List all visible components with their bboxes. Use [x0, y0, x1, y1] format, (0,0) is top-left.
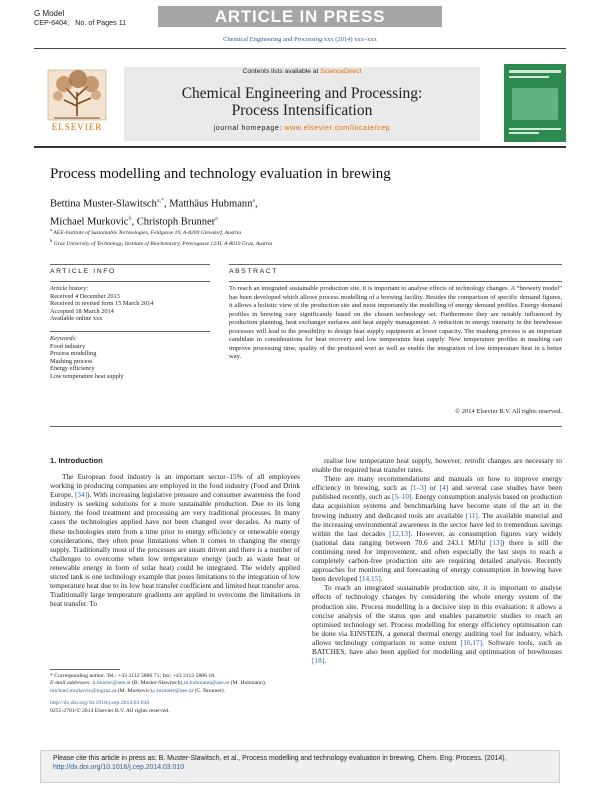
paragraph-text: .: [324, 656, 326, 666]
body-paragraph: [312, 474, 562, 583]
article-code-line: [34, 18, 126, 27]
body-paragraph: [312, 583, 562, 665]
email-link[interactable]: c.brunner@aee.at: [153, 687, 194, 694]
corresponding-author-note: * Corresponding author. Tel.: +43 3112 5886 71; fax: +43 3112 5886 18.: [50, 673, 216, 679]
paragraph-text: . Software tools, such as BATCHES, have also been applied for modelling and optimisation of brewhouses: [312, 637, 563, 656]
paragraph-text: or: [426, 483, 440, 493]
author-name: Bettina Muster-Slawitsch: [50, 198, 157, 210]
abstract-rule: [229, 281, 562, 282]
paragraph-text: . The available material and the increasing environmental awareness in the sector have led to tremendous savings within the last decades: [312, 510, 562, 538]
paragraph-text: . Energy consumption analysis based on production data acquisition systems and benchmarking have become state of the art in the brewing industry and dedicated tools are available: [312, 492, 562, 520]
running-header-codes: [34, 9, 126, 27]
abstract-top-rule: [229, 264, 562, 265]
article-code: CEP-6404;: [34, 18, 70, 27]
paragraph-text: To reach an integrated sustainable production site, it is important to analyse effects of technology changes by considering the whole energy system of the production site. Process modelling is a decisive step in this evaluation: it allows a concise analysis of the status quo and enables parametric studies to reach an optimised technology set. Process modelling for energy efficiency optimisation can be done via EINSTEIN, a general thermal energy auditing tool for industry, which allows technology comparison to some extent: [312, 583, 562, 647]
email-addresses: [50, 680, 300, 695]
email-owner: (M. Hubmann),: [229, 680, 267, 687]
abstract-heading: ABSTRACT: [229, 268, 279, 275]
history-item: Received 4 December 2013: [50, 292, 120, 300]
citation-ref-link[interactable]: [34]: [75, 490, 88, 500]
body-paragraph: [50, 472, 300, 608]
author-name: Matthäus Hubmann: [169, 198, 253, 210]
citation-box: [40, 750, 560, 783]
history-label: Article history:: [50, 285, 89, 292]
author-affil-marks[interactable]: b: [128, 215, 132, 222]
article-info-rule: [50, 281, 210, 282]
citation-ref-link[interactable]: [11]: [465, 510, 478, 520]
body-paragraph: [312, 456, 562, 474]
citation-ref-link[interactable]: [4]: [439, 483, 449, 493]
author-affil-marks[interactable]: a: [215, 215, 218, 222]
keywords: [50, 335, 124, 381]
keyword-item: Energy efficiency: [50, 365, 95, 373]
affiliations: [50, 226, 550, 249]
page-count: No. of Pages 11: [75, 18, 127, 27]
keywords-rule: [50, 331, 210, 332]
journal-title-line-2: Process Intensification: [231, 102, 373, 119]
citation-ref-link[interactable]: [1–3]: [410, 483, 427, 493]
footnote-rule: [50, 669, 120, 670]
keyword-item: Process modelling: [50, 350, 97, 358]
keywords-label: Keywords:: [50, 335, 78, 342]
contents-line: [124, 67, 480, 77]
keyword-item: Mashing process: [50, 357, 93, 365]
affiliation-item: $^a$ AEE-Institute of Sustainable Technologies, Feldgasse 19, A-8200 Gleisdorf, Austria: [50, 227, 242, 236]
author-name: Michael Murkovic: [50, 216, 129, 227]
sciencedirect-link[interactable]: ScienceDirect: [320, 68, 362, 75]
journal-header: [34, 52, 566, 142]
paragraph-text: realise low temperature heat supply, however, retrofit changes are necessary to enable the required heat transfer rates.: [312, 456, 562, 475]
email-owner: (M. Murkovic),: [116, 687, 154, 694]
header-divider: [34, 146, 566, 148]
citation-ref-link[interactable]: [18]: [312, 656, 325, 666]
affiliation-item: $^b$ Graz University of Technology, Institute of Biochemistry, Petersgasse 12/II, A-8010 Graz, Austria: [50, 238, 273, 248]
paragraph-text: The European food industry is an important sector–15% of all employees working in producing companies are employed in the food industry (Food and Drink Europe,: [50, 472, 300, 500]
section-heading-introduction: 1. Introduction: [50, 456, 103, 465]
paragraph-text: .: [380, 574, 383, 584]
gmodel-label: G Model: [34, 9, 65, 18]
citation-text: Please cite this article in press as: B. Muster-Slawitsch, et al., Process modelling and technology evaluation in brewing, Chem. Eng. Process. (2014),: [53, 755, 507, 762]
journal-cover-thumbnail: [504, 64, 566, 142]
contents-prefix: Contents lists available at: [242, 68, 319, 75]
citation-doi-link[interactable]: http://dx.doi.org/10.1016/j.cep.2014.03.010: [53, 764, 185, 772]
journal-title: [124, 85, 480, 119]
body-column-left: [50, 472, 300, 608]
history-item: Accepted 18 March 2014: [50, 307, 114, 315]
homepage-label: journal homepage:: [213, 125, 282, 132]
citation-ref-link[interactable]: [5–10]: [392, 492, 412, 502]
top-divider: [34, 48, 566, 49]
doi-link[interactable]: http://dx.doi.org/10.1016/j.cep.2014.03.010: [50, 700, 150, 707]
abstract-copyright: © 2014 Elsevier B.V. All rights reserved.: [455, 408, 562, 415]
homepage-link[interactable]: www.elsevier.com/locate/cep: [284, 125, 391, 132]
publisher-name: ELSEVIER: [51, 122, 103, 132]
email-label: E-mail addresses:: [50, 680, 93, 687]
article-in-press-banner: ARTICLE IN PRESS: [158, 6, 442, 27]
keyword-item: Low temperature heat supply: [50, 372, 124, 380]
keyword-item: Food industry: [50, 342, 86, 350]
journal-title-line-1: Chemical Engineering and Processing:: [181, 85, 423, 102]
email-owner: (B. Muster-Slawitsch),: [130, 680, 184, 687]
citation-ref-link[interactable]: [13]: [489, 537, 503, 547]
abstract-text: To reach an integrated sustainable production site, it is important to analyse effects of technology changes. A “brewery model” has been developed which allows process modelling of a brewing facility. Besides the comparison of specific demand figures, it allows a holistic view of the production site and most importantly the modelling of energy demand profiles. Energy demand profiles in brewing vary significantly based on the chosen technology set. Furthermore they are notably influenced by production planning, heat exchanger surfaces and heat supply management. A reduction in energy intensity in the brewhouse processes will lead to the possibility to design heat supply equipment at lower capacity. The mashing process is an important candidate in considerations for heat recovery and low temperature heat supply. New temperature profiles in mashing can improve processing time, quality of the produced wort as well as enable the integration of low temperature heat in a better way.: [229, 285, 562, 361]
citation-ref-link[interactable]: [16,17]: [460, 637, 483, 647]
journal-homepage: [124, 125, 480, 132]
paragraph-text: ). With increasing legislative pressure and consumer awareness the food industry is seeking solutions for a more sustainable production. Due to its long history, the food treatment and processing are very traditional processes. In many cases the technologies applied have not been changed over decades. As many of these technologies stem from a time prior to energy efficiency or renewable energy considerations, they often pose limitations when it comes to changing the energy supply. Traditionally most of the processes are steam driven and there is a number of challenges to overcome when low temperature energy (such as waste heat or renewable energy in form of solar heat) could be integrated. The widely applied stirred tank is one technology example that poses limitations to the integration of low temperature heat due to its low heat transfer coefficient and limited heat transfer area. Traditionally large temperature gradients are applied to overcome the limitations in heat transfer. To: [50, 490, 300, 609]
citation-ref-link[interactable]: [12,13]: [389, 528, 411, 538]
paragraph-text: and several case studies have been published recently, such as: [312, 483, 562, 502]
paragraph-text: ) there is still the continuing need for improvement, and often especially the last steps to reach a completely carbon-free production site are requiring detailed analysis. Recently approaches for monitoring and forecasting of energy consumption in brewing have been developed: [312, 537, 562, 584]
abstract-bottom-rule: [50, 426, 562, 427]
citation-ref-link[interactable]: [14,15]: [359, 574, 381, 584]
journal-citation-line[interactable]: Chemical Engineering and Processing xxx (2014) xxx–xxx: [223, 36, 377, 43]
author-affil-marks[interactable]: a,*: [156, 198, 164, 204]
email-link[interactable]: m.hubmann@aee.at: [183, 680, 230, 687]
email-link[interactable]: michael.murkovic@tugraz.at: [50, 687, 117, 694]
body-column-right: [312, 456, 562, 665]
issn-line: 0255-2701/© 2014 Elsevier B.V. All rights reserved.: [50, 707, 170, 714]
paragraph-text: . However, as consumption figures vary widely (national data ranging between 70.6 and 243.1 MJ/hl: [312, 528, 562, 547]
email-owner: (C. Brunner).: [193, 687, 226, 694]
history-item: Available online xxx: [50, 315, 103, 323]
history-item: Received in revised form 15 March 2014: [50, 300, 154, 308]
article-info-top-rule: [50, 264, 210, 265]
article-history: [50, 285, 154, 323]
email-link[interactable]: b.muster@aee.at: [92, 680, 131, 687]
article-title: Process modelling and technology evaluation in brewing: [50, 166, 391, 182]
author-affil-marks[interactable]: a: [252, 198, 256, 204]
author-list: Bettina Muster-Slawitsch$^{a,*}$, Matthäus Hubmann$^a$, Michael Murkovic$^b$, Christoph Brunner$^a$: [50, 198, 258, 227]
author-name: Christoph Brunner: [136, 216, 216, 227]
footnotes: [50, 673, 300, 715]
paragraph-text: There are many recommendations and manuals on how to improve energy efficiency in brewing, such as: [312, 474, 562, 493]
article-info-heading: ARTICLE INFO: [50, 268, 116, 275]
